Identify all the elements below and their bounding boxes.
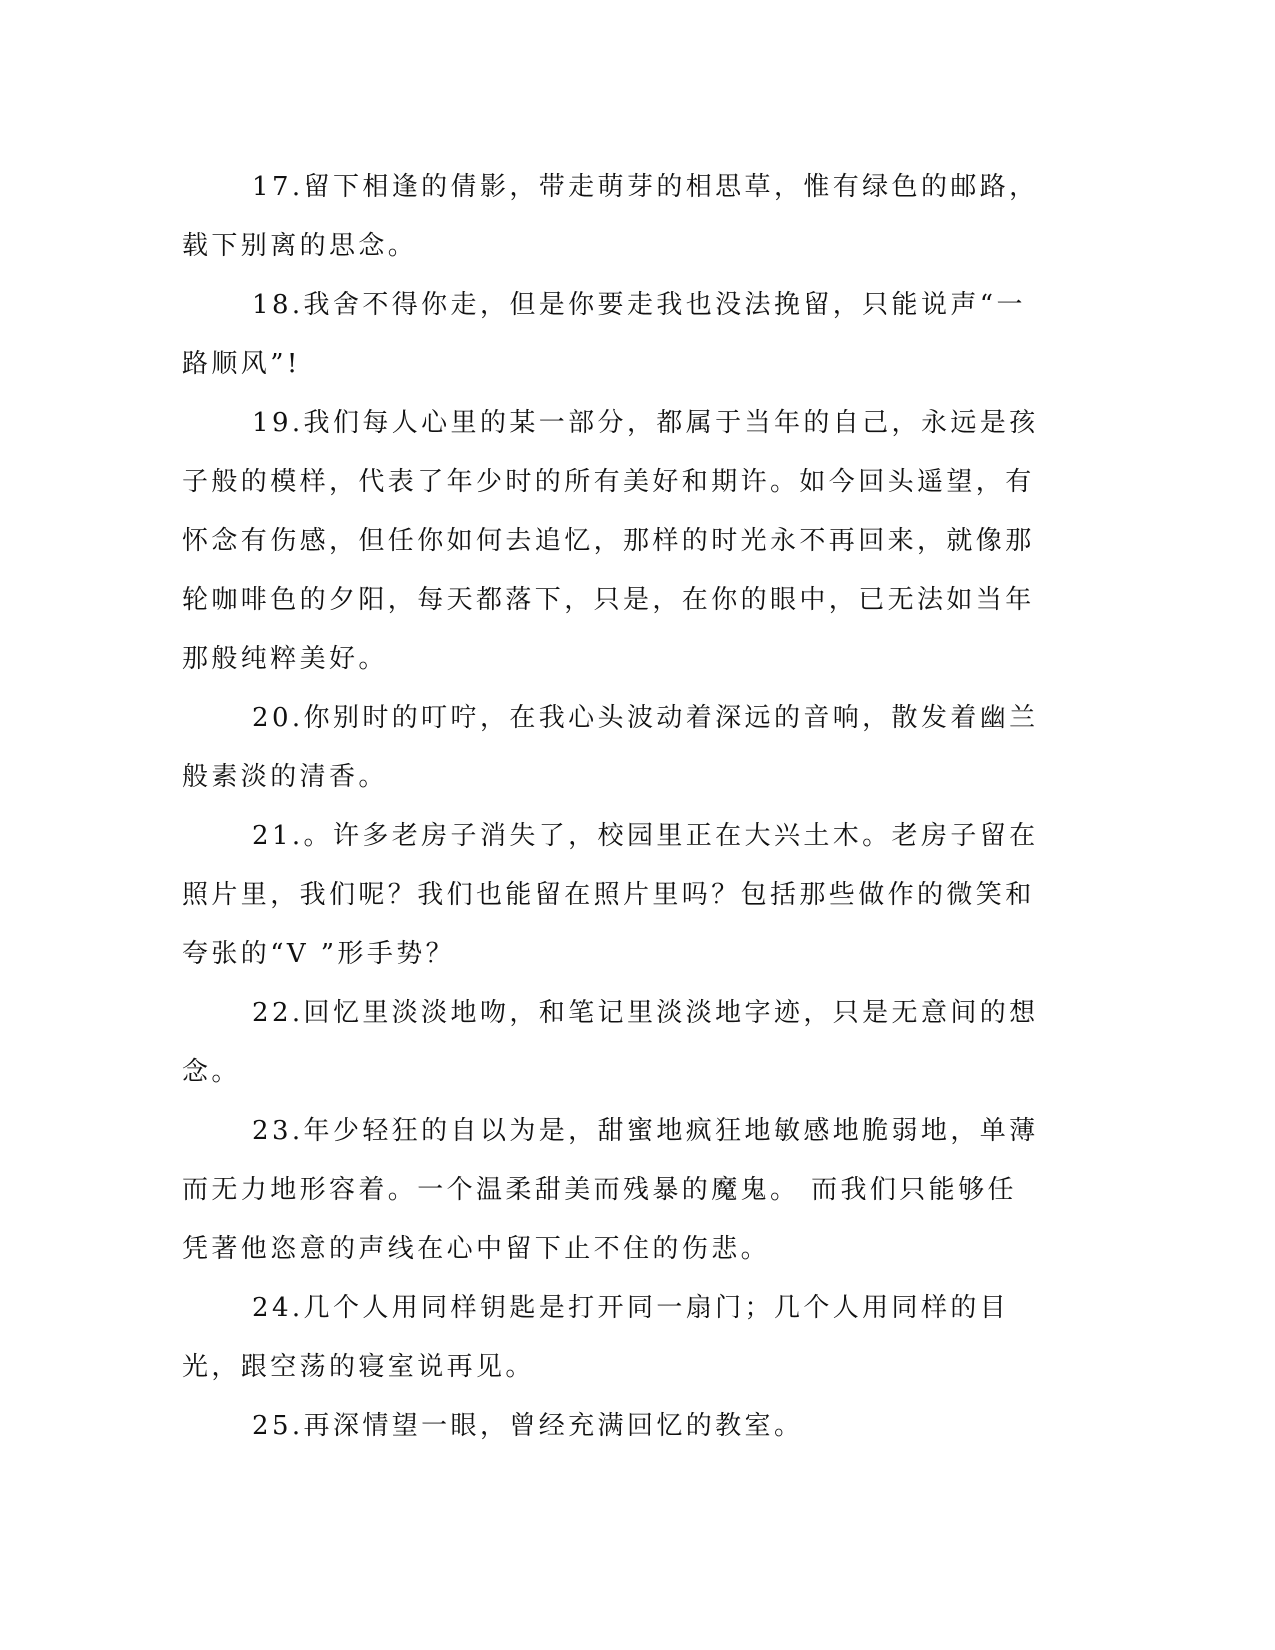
paragraph-24: 24.几个人用同样钥匙是打开同一扇门；几个人用同样的目光，跟空荡的寝室说再见。 [182,1293,1010,1382]
paragraph-21: 21.。许多老房子消失了，校园里正在大兴土木。老房子留在照片里，我们呢？我们也能留在照片里吗？包括那些做作的微笑和夸张的“V ”形手势？ [182,821,1039,969]
paragraph-20: 20.你别时的叮咛，在我心头波动着深远的音响，散发着幽兰般素淡的清香。 [182,703,1039,792]
paragraph-17: 17.留下相逢的倩影，带走萌芽的相思草，惟有绿色的邮路，载下别离的思念。 [182,172,1039,261]
paragraph-18: 18.我舍不得你走，但是你要走我也没法挽留，只能说声“一路顺风”! [182,290,1026,379]
paragraph-23: 23.年少轻狂的自以为是，甜蜜地疯狂地敏感地脆弱地，单薄而无力地形容着。一个温柔甜美而残暴的魔鬼。 而我们只能够任凭著他恣意的声线在心中留下止不住的伤悲。 [182,1116,1039,1264]
paragraph-19: 19.我们每人心里的某一部分，都属于当年的自己，永远是孩子般的模样，代表了年少时的所有美好和期许。如今回头遥望，有怀念有伤感，但任你如何去追忆，那样的时光永不再回来，就像那轮咖啡色的夕阳，每天都落下，只是，在你的眼中，已无法如当年那般纯粹美好。 [182,408,1039,674]
paragraph-22: 22.回忆里淡淡地吻，和笔记里淡淡地字迹，只是无意间的想念。 [182,998,1039,1087]
paragraph-25: 25.再深情望一眼，曾经充满回忆的教室。 [252,1411,804,1441]
document-body [182,158,1042,1456]
